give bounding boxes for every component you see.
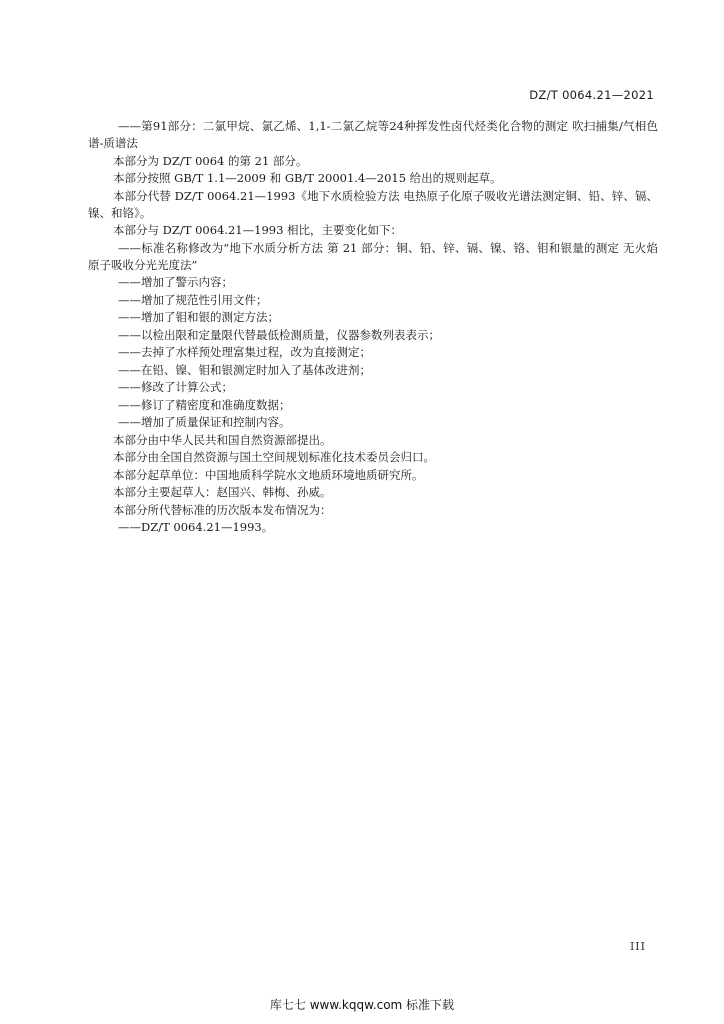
list-item-formula: ——修改了计算公式；	[118, 380, 233, 394]
paragraph-administered-by: 本部分由全国自然资源与国土空间规划标准化技术委员会归口。	[113, 450, 435, 464]
list-item-precision: ——修订了精密度和准确度数据；	[118, 397, 291, 412]
paragraph-replaces: 本部分代替 DZ/T 0064.21—1993《地下水质检验方法 电热原子化原子吸收光谱法测定铜、铅、锌、镉、镍、和铬》。	[88, 188, 658, 220]
download-watermark: 库七七 www.kqqw.com 标准下载	[269, 998, 455, 1012]
paragraph-part-statement: 本部分为 DZ/T 0064 的第 21 部分。	[113, 153, 308, 168]
list-item-pretreatment: ——去掉了水样预处理富集过程，改为直接测定；	[118, 345, 371, 359]
list-item-matrix-modifier: ——在铅、镍、钼和银测定时加入了基体改进剂；	[118, 362, 371, 377]
list-item-normative-refs: ——增加了规范性引用文件；	[118, 292, 268, 307]
standard-code-header: DZ/T 0064.21—2021	[529, 88, 654, 102]
foreword-body	[88, 118, 658, 537]
paragraph-drafters: 本部分主要起草人：赵国兴、韩梅、孙威。	[113, 485, 332, 499]
paragraph-drafting-unit: 本部分起草单位：中国地质科学院水文地质环境地质研究所。	[113, 467, 424, 482]
page-number: III	[629, 940, 646, 953]
paragraph-part-91: ——第91部分：二氯甲烷、氯乙烯、1,1-二氯乙烷等24种挥发性卤代烃类化合物的测定 吹扫捕集/气相色谱-质谱法	[88, 119, 658, 150]
list-item-mo-ag-method: ——增加了钼和银的测定方法；	[118, 310, 279, 324]
paragraph-drafting-rules: 本部分按照 GB/T 1.1—2009 和 GB/T 20001.4—2015 给出的规则起草。	[113, 171, 502, 185]
list-item-title-change: ——标准名称修改为“地下水质分析方法 第 21 部分：铜、铅、锌、镉、镍、铬、钼和银量的测定 无火焰原子吸收分光光度法”	[88, 240, 658, 272]
list-item-warning: ——增加了警示内容；	[118, 275, 233, 289]
list-item-detection-limit: ——以检出限和定量限代替最低检测质量，仪器参数列表表示；	[118, 327, 440, 342]
paragraph-history-intro: 本部分所代替标准的历次版本发布情况为：	[113, 502, 332, 517]
list-item-quality-control: ——增加了质量保证和控制内容。	[118, 415, 291, 429]
list-item-history-1993: ——DZ/T 0064.21—1993。	[118, 520, 274, 534]
paragraph-proposed-by: 本部分由中华人民共和国自然资源部提出。	[113, 432, 332, 447]
paragraph-changes-intro: 本部分与 DZ/T 0064.21—1993 相比，主要变化如下：	[113, 223, 403, 237]
